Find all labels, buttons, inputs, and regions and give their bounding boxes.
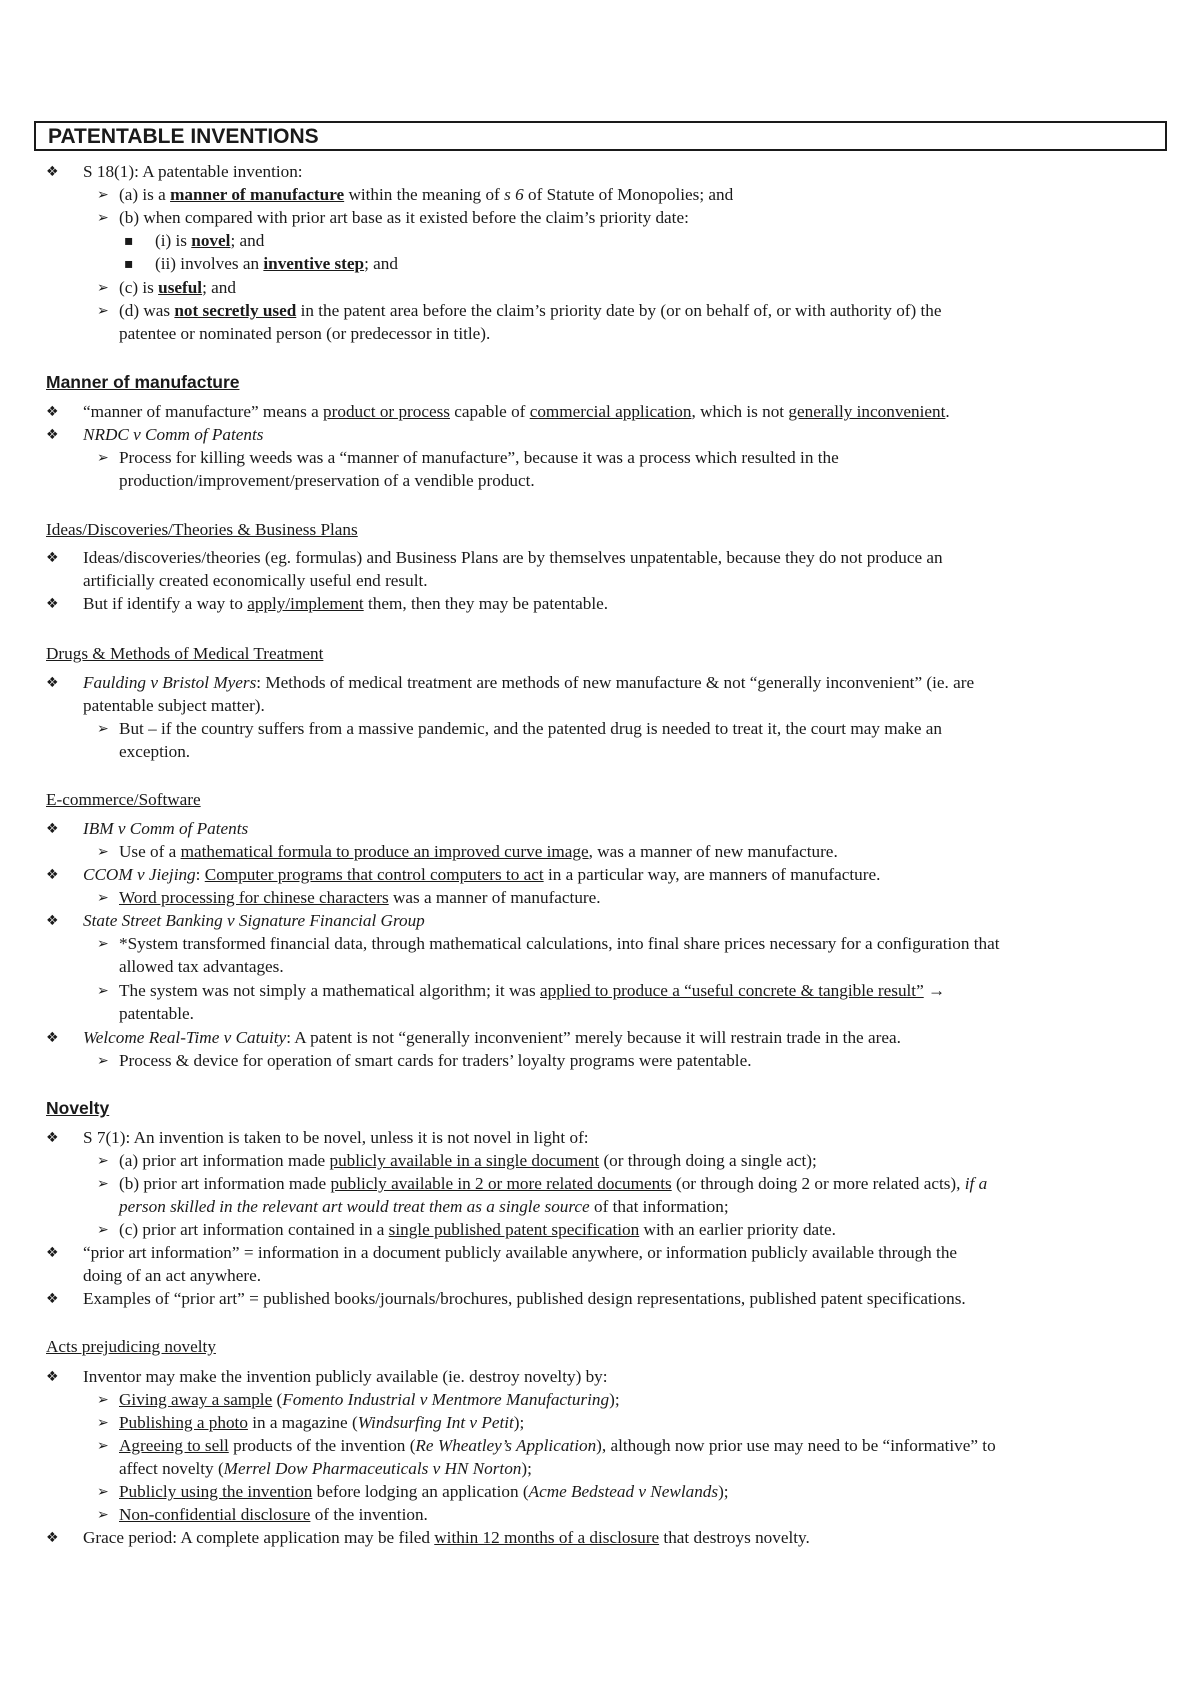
novelty-intro: S 7(1): An invention is taken to be novel, unless it is not novel in light of: [83,1128,589,1147]
arrow-bullet-icon: ➢ [97,1415,109,1431]
diamond-bullet-icon: ❖ [46,596,59,612]
novelty-item-b: (b) prior art information made publicly available in 2 or more related documents (or through doing 2 or more related acts), if a [119,1174,988,1193]
ssb-detail-1: *System transformed financial data, through mathematical calculations, into final share prices necessary for a configuration that [119,934,1000,953]
arrow-bullet-icon: ➢ [97,280,109,296]
case-ibm: IBM v Comm of Patents [83,819,249,838]
arrow-bullet-icon: ➢ [97,210,109,226]
s18-item-a: (a) is a manner of manufacture within the meaning of s 6 of Statute of Monopolies; and [119,185,734,204]
heading-drugs: Drugs & Methods of Medical Treatment [46,644,324,663]
ideas-point-2: But if identify a way to apply/implement them, then they may be patentable. [83,594,609,613]
prior-art-examples: Examples of “prior art” = published books/journals/brochures, published design representations, published patent specifications. [83,1289,966,1308]
diamond-bullet-icon: ❖ [46,1130,59,1146]
arrow-bullet-icon: ➢ [97,1176,109,1192]
arrow-bullet-icon: ➢ [97,936,109,952]
arrow-bullet-icon: ➢ [97,721,109,737]
arrow-bullet-icon: ➢ [97,1222,109,1238]
diamond-bullet-icon: ❖ [46,867,59,883]
diamond-bullet-icon: ❖ [46,1245,59,1261]
grace-period: Grace period: A complete application may be filed within 12 months of a disclosure that destroys novelty. [83,1528,810,1547]
drugs-sub-1-cont: exception. [119,742,191,761]
page-title: PATENTABLE INVENTIONS [48,125,319,148]
drugs-sub-1: But – if the country suffers from a massive pandemic, and the patented drug is needed to treat it, the court may make an [119,719,942,738]
manner-definition: “manner of manufacture” means a product or process capable of commercial application, which is not generally inconvenient. [83,402,950,421]
s18-item-b-ii: (ii) involves an inventive step; and [155,254,398,273]
arrow-bullet-icon: ➢ [97,890,109,906]
s18-item-b: (b) when compared with prior art base as it existed before the claim’s priority date: [119,208,689,227]
heading-manner-of-manufacture: Manner of manufacture [46,372,240,392]
arrow-bullet-icon: ➢ [97,450,109,466]
arrow-bullet-icon: ➢ [97,1053,109,1069]
ibm-detail: Use of a mathematical formula to produce an improved curve image, was a manner of new manufacture. [119,842,838,861]
diamond-bullet-icon: ❖ [46,164,59,180]
s18-item-c: (c) is useful; and [119,278,236,297]
heading-ideas: Ideas/Discoveries/Theories & Business Plans [46,520,358,539]
ssb-detail-1-cont: allowed tax advantages. [119,957,284,976]
diamond-bullet-icon: ❖ [46,913,59,929]
novelty-item-b-cont: person skilled in the relevant art would treat them as a single source of that information; [119,1197,729,1216]
diamond-bullet-icon: ❖ [46,1530,59,1546]
drugs-point-1: Faulding v Bristol Myers: Methods of medical treatment are methods of new manufacture & not “generally inconvenient” (ie. are [83,673,975,692]
diamond-bullet-icon: ❖ [46,675,59,691]
case-state-street: State Street Banking v Signature Financial Group [83,911,425,930]
novelty-item-a: (a) prior art information made publicly available in a single document (or through doing a single act); [119,1151,817,1170]
arrow-bullet-icon: ➢ [97,303,109,319]
diamond-bullet-icon: ❖ [46,1369,59,1385]
acts-intro: Inventor may make the invention publicly available (ie. destroy novelty) by: [83,1367,608,1386]
s18-intro: S 18(1): A patentable invention: [83,162,303,181]
diamond-bullet-icon: ❖ [46,1030,59,1046]
case-welcome: Welcome Real-Time v Catuity: A patent is not “generally inconvenient” merely because it will restrain trade in the area. [83,1028,901,1047]
heading-novelty: Novelty [46,1098,110,1118]
nrdc-detail: Process for killing weeds was a “manner of manufacture”, because it was a process which resulted in the [119,448,839,467]
act-publishing-photo: Publishing a photo in a magazine (Windsurfing Int v Petit); [119,1413,525,1432]
welcome-detail: Process & device for operation of smart cards for traders’ loyalty programs were patentable. [119,1051,752,1070]
diamond-bullet-icon: ❖ [46,821,59,837]
arrow-bullet-icon: ➢ [97,1392,109,1408]
nrdc-detail-cont: production/improvement/preservation of a vendible product. [119,471,535,490]
diamond-bullet-icon: ❖ [46,427,59,443]
act-non-confidential-disclosure: Non-confidential disclosure of the invention. [119,1505,428,1524]
square-bullet-icon: ▪ [124,256,134,272]
prior-art-information-cont: doing of an act anywhere. [83,1266,262,1285]
ideas-point-1: Ideas/discoveries/theories (eg. formulas) and Business Plans are by themselves unpatentable, because they do not produce an [83,548,943,567]
act-agreeing-to-sell-cont: affect novelty (Merrel Dow Pharmaceuticals v HN Norton); [119,1459,532,1478]
arrow-bullet-icon: ➢ [97,1484,109,1500]
heading-acts-prejudicing-novelty: Acts prejudicing novelty [46,1337,216,1356]
act-publicly-using: Publicly using the invention before lodging an application (Acme Bedstead v Newlands); [119,1482,729,1501]
arrow-bullet-icon: ➢ [97,1153,109,1169]
act-agreeing-to-sell: Agreeing to sell products of the invention (Re Wheatley’s Application), although now prior use may need to be “informative” to [119,1436,996,1455]
arrow-bullet-icon: ➢ [97,187,109,203]
act-giving-sample: Giving away a sample (Fomento Industrial v Mentmore Manufacturing); [119,1390,620,1409]
arrow-bullet-icon: ➢ [97,1438,109,1454]
diamond-bullet-icon: ❖ [46,1291,59,1307]
ssb-detail-2: The system was not simply a mathematical algorithm; it was applied to produce a “useful concrete & tangible result” → [119,981,946,1000]
square-bullet-icon: ▪ [124,233,134,249]
ideas-point-1-cont: artificially created economically useful end result. [83,571,428,590]
section-title-box [34,121,1167,151]
novelty-item-c: (c) prior art information contained in a single published patent specification with an earlier priority date. [119,1220,836,1239]
arrow-bullet-icon: ➢ [97,844,109,860]
ssb-detail-2-cont: patentable. [119,1004,194,1023]
case-ccom: CCOM v Jiejing: Computer programs that control computers to act in a particular way, are manners of manufacture. [83,865,881,884]
prior-art-information: “prior art information” = information in a document publicly available anywhere, or information publicly available through the [83,1243,958,1262]
drugs-point-1-cont: patentable subject matter). [83,696,265,715]
arrow-bullet-icon: ➢ [97,983,109,999]
diamond-bullet-icon: ❖ [46,404,59,420]
s18-item-d-cont: patentee or nominated person (or predecessor in title). [119,324,491,343]
s18-item-d: (d) was not secretly used in the patent area before the claim’s priority date by (or on behalf of, or with authority of) the [119,301,942,320]
s18-item-b-i: (i) is novel; and [155,231,265,250]
ccom-detail: Word processing for chinese characters was a manner of manufacture. [119,888,601,907]
heading-ecommerce: E-commerce/Software [46,790,201,809]
case-nrdc: NRDC v Comm of Patents [83,425,264,444]
diamond-bullet-icon: ❖ [46,550,59,566]
arrow-bullet-icon: ➢ [97,1507,109,1523]
